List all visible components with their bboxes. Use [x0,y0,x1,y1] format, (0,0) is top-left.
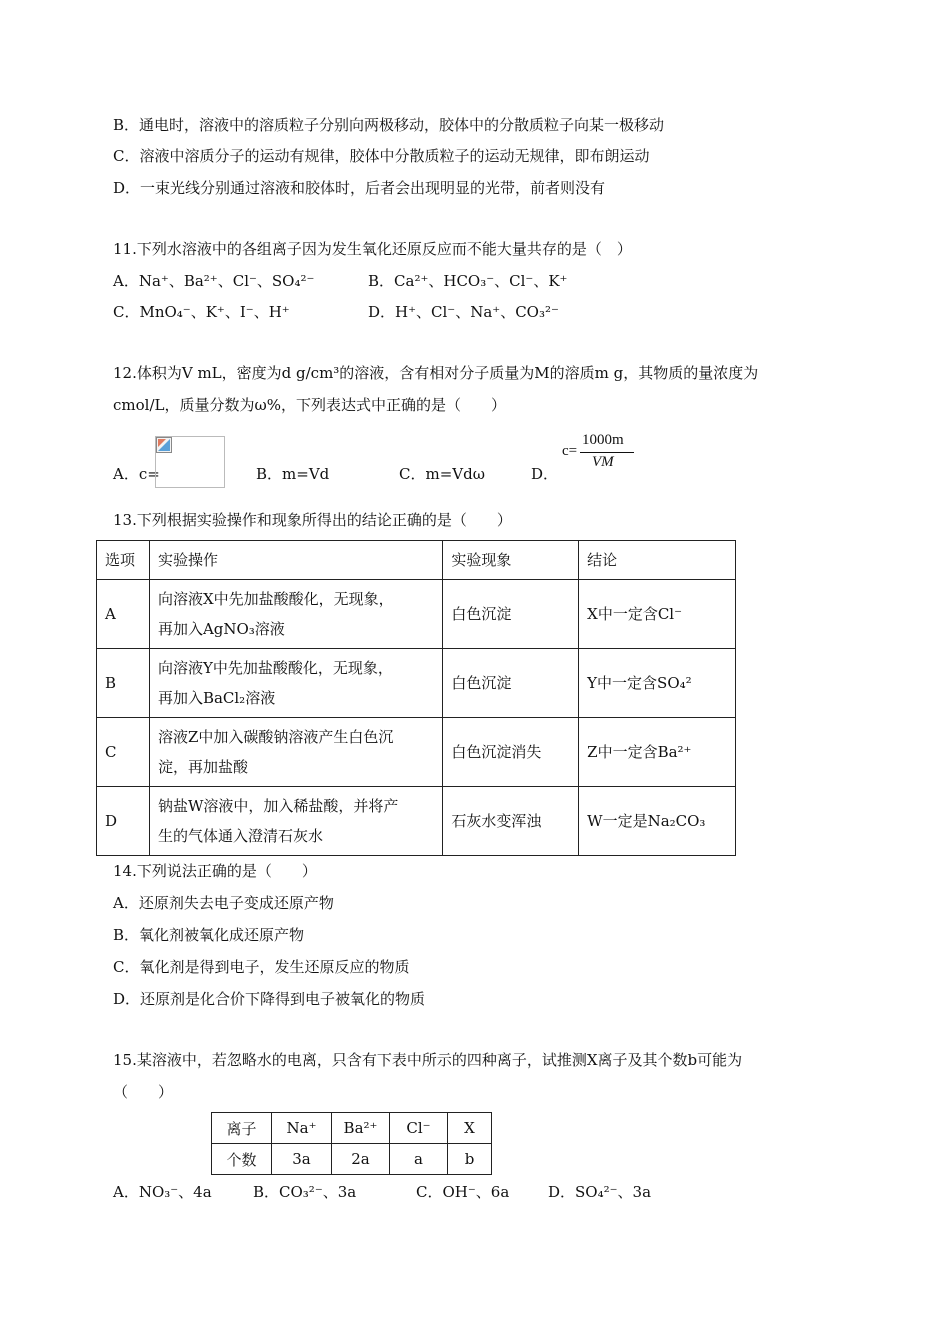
header-conclusion: 结论 [579,541,736,580]
broken-image-icon [156,437,172,453]
row-phenomenon: 白色沉淀消失 [443,718,579,787]
row-option: A [97,580,150,649]
q12-option-c: C．m=Vdω [399,465,485,483]
row-phenomenon: 白色沉淀 [443,580,579,649]
row-conclusion: X中一定含Cl⁻ [579,580,736,649]
q12-option-a: A．c= [113,465,160,483]
cell-ion: Cl⁻ [390,1113,448,1144]
q15-option-d: D．SO₄²⁻、3a [548,1183,652,1201]
q12-option-b: B．m=Vd [256,465,330,483]
q11-option-b: B．Ca²⁺、HCO₃⁻、Cl⁻、K⁺ [368,272,568,290]
q11-stem: 11.下列水溶液中的各组离子因为发生氧化还原反应而不能大量共存的是（ ） [113,240,632,258]
q15-answer-paren: （ ） [113,1083,174,1101]
q14-option-a: A．还原剂失去电子变成还原产物 [113,894,334,912]
operation-line2: 再加入AgNO₃溶液 [157,620,285,638]
row-phenomenon: 白色沉淀 [443,649,579,718]
cell-count: 2a [332,1144,390,1175]
cell-header: 离子 [212,1113,272,1144]
table-row [97,718,736,787]
q11-option-c: C．MnO₄⁻、K⁺、I⁻、H⁺ [113,303,290,321]
q15-option-c: C．OH⁻、6a [416,1183,510,1201]
table-header-row [97,541,736,580]
operation-line2: 再加入BaCl₂溶液 [157,689,276,707]
table-row [212,1144,492,1175]
cell-ion: Ba²⁺ [332,1113,390,1144]
table-row [97,580,736,649]
row-option: D [97,787,150,856]
header-operation: 实验操作 [149,541,442,580]
q13-table [96,540,736,856]
q12-option-d: D． [531,465,559,483]
q12-stem-line2: cmol/L，质量分数为ω%，下列表达式中正确的是（ ） [113,396,506,414]
formula-lhs: c= [562,443,578,459]
row-conclusion: W一定是Na₂CO₃ [579,787,736,856]
cell-count: b [448,1144,492,1175]
row-option: B [97,649,150,718]
row-conclusion: Z中一定含Ba²⁺ [579,718,736,787]
q10-option-b: B．通电时，溶液中的溶质粒子分别向两极移动，胶体中的分散质粒子向某一极移动 [113,116,665,134]
formula-numerator: 1000m [582,432,624,448]
fraction-bar [580,452,634,453]
q10-option-d: D．一束光线分别通过溶液和胶体时，后者会出现明显的光带，前者则没有 [113,179,606,197]
q15-ion-table [211,1112,492,1175]
table-row [97,649,736,718]
row-operation [149,580,442,649]
formula-denominator: VM [592,454,614,470]
q15-stem: 15.某溶液中，若忽略水的电离，只含有下表中所示的四种离子，试推测X离子及其个数b可能为 [113,1051,743,1069]
row-conclusion: Y中一定含SO₄² [579,649,736,718]
operation-line1: 向溶液X中先加盐酸酸化，无现象， [157,590,394,608]
table-row [212,1113,492,1144]
operation-line1: 向溶液Y中先加盐酸酸化，无现象， [157,659,393,677]
q14-option-b: B．氧化剂被氧化成还原产物 [113,926,305,944]
q13-stem: 13.下列根据实验操作和现象所得出的结论正确的是（ ） [113,511,512,529]
row-option: C [97,718,150,787]
cell-ion: X [448,1113,492,1144]
cell-ion: Na⁺ [272,1113,332,1144]
q12-stem-line1: 12.体积为V mL，密度为d g/cm³的溶液，含有相对分子质量为M的溶质m g，其物质的量浓度为 [113,364,759,382]
operation-line2: 淀，再加盐酸 [157,758,248,776]
q11-option-d: D．H⁺、Cl⁻、Na⁺、CO₃²⁻ [368,303,559,321]
row-operation [149,649,442,718]
q10-option-c: C．溶液中溶质分子的运动有规律，胶体中分散质粒子的运动无规律，即布朗运动 [113,147,650,165]
q15-option-b: B．CO₃²⁻、3a [253,1183,357,1201]
cell-count: 3a [272,1144,332,1175]
cell-header: 个数 [212,1144,272,1175]
row-phenomenon: 石灰水变浑浊 [443,787,579,856]
header-phenomenon: 实验现象 [443,541,579,580]
row-operation [149,718,442,787]
operation-line2: 生的气体通入澄清石灰水 [157,827,323,845]
q15-option-a: A．NO₃⁻、4a [113,1183,212,1201]
q14-stem: 14.下列说法正确的是（ ） [113,862,317,880]
q14-option-d: D．还原剂是化合价下降得到电子被氧化的物质 [113,990,426,1008]
q14-option-c: C．氧化剂是得到电子，发生还原反应的物质 [113,958,410,976]
q11-option-a: A．Na⁺、Ba²⁺、Cl⁻、SO₄²⁻ [113,272,315,290]
operation-line1: 溶液Z中加入碳酸钠溶液产生白色沉 [157,728,394,746]
cell-count: a [390,1144,448,1175]
header-option: 选项 [97,541,150,580]
operation-line1: 钠盐W溶液中，加入稀盐酸，并将产 [157,797,399,815]
row-operation [149,787,442,856]
table-row [97,787,736,856]
